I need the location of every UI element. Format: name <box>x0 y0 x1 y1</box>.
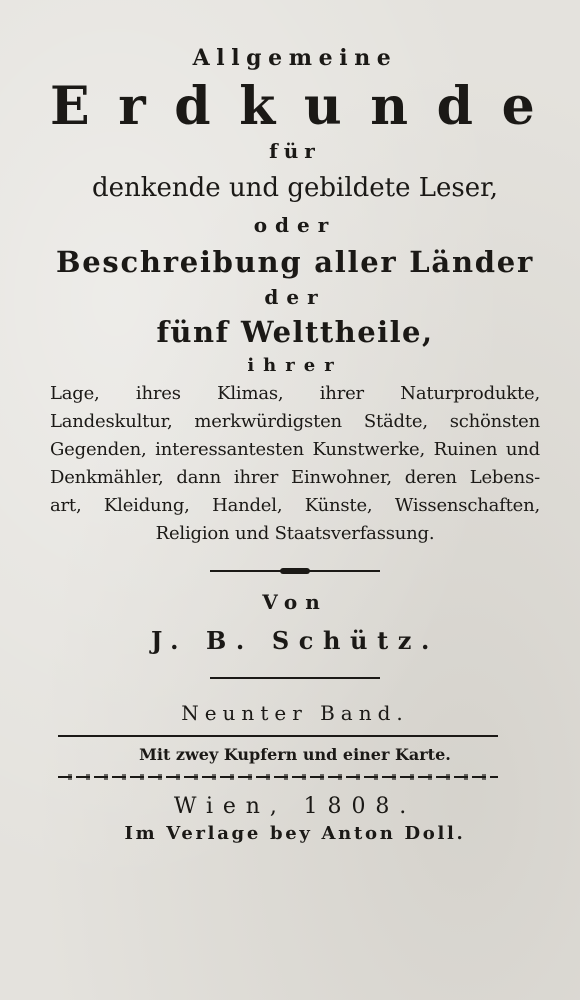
subtitle-der: der <box>264 285 326 309</box>
divider-rule <box>58 735 498 737</box>
ornamental-rule <box>58 774 498 780</box>
description-line: Landeskultur, merkwürdigsten Städte, schönsten <box>50 411 540 432</box>
title-allgemeine: Allgemeine <box>192 45 398 71</box>
description-line: Religion und Staatsverfassung. <box>155 523 435 544</box>
description-line: Lage, ihres Klimas, ihrer Naturprodukte, <box>50 383 540 404</box>
imprint-place-year: Wien, 1808. <box>173 794 417 819</box>
subtitle-ihrer: ihrer <box>247 355 343 376</box>
title-fur: für <box>269 139 321 163</box>
description-line: Gegenden, interessantesten Kunstwerke, Ruinen und <box>50 439 540 460</box>
subtitle-beschreibung: Beschreibung aller Länder <box>55 245 535 279</box>
divider-rule <box>210 677 380 679</box>
ornamental-rule <box>210 568 380 574</box>
contents-description <box>50 380 540 548</box>
description-line: art, Kleidung, Handel, Künste, Wissenschaften, <box>50 495 540 516</box>
imprint-publisher: Im Verlage bey Anton Doll. <box>124 823 466 844</box>
volume-label: Neunter Band. <box>181 701 409 725</box>
plates-note: Mit zwey Kupfern und einer Karte. <box>139 745 451 764</box>
subtitle-readers: denkende und gebildete Leser, <box>91 173 498 203</box>
title-erdkunde: Erdkunde <box>50 76 564 137</box>
author-name: J. B. Schütz. <box>151 626 439 655</box>
by-line: Von <box>262 590 328 614</box>
subtitle-welttheile: fünf Welttheile, <box>156 315 434 349</box>
description-line: Denkmähler, dann ihrer Einwohner, deren Lebens- <box>50 467 540 488</box>
subtitle-oder: oder <box>253 213 337 237</box>
